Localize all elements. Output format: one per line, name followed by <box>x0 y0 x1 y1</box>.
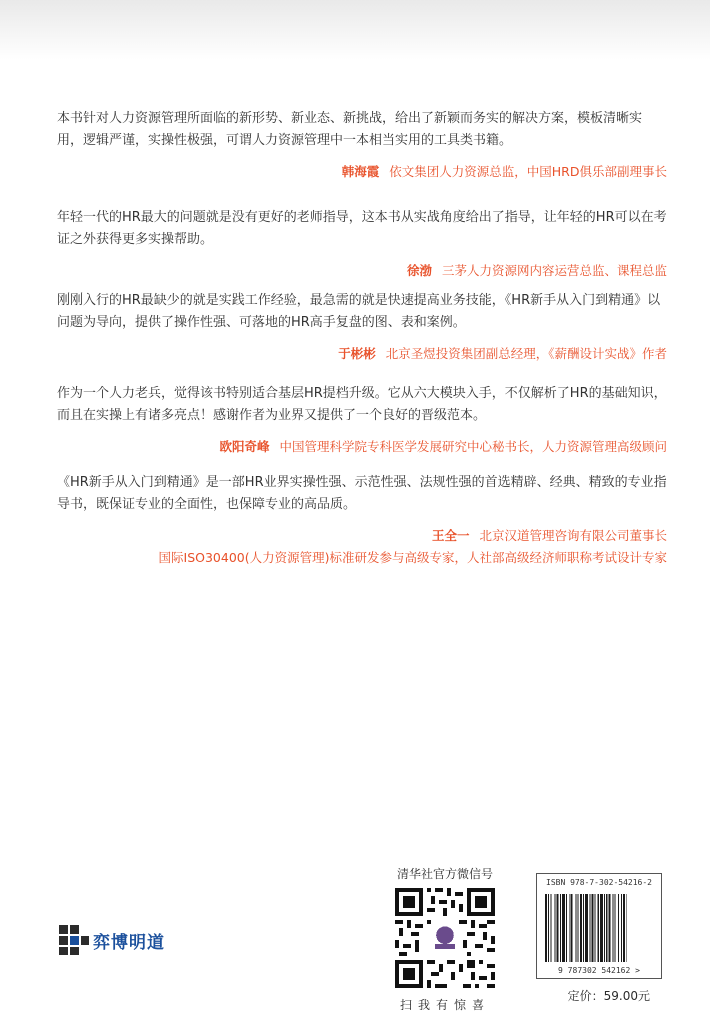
endorser-name: 韩海霞 <box>341 164 380 179</box>
qr-code-icon[interactable] <box>395 888 495 988</box>
endorsement-4 <box>57 383 667 457</box>
endorser-name: 王全一 <box>431 528 470 543</box>
endorser-title: 依文集团人力资源总监，中国HRD俱乐部副理事长 <box>389 164 667 179</box>
publisher-logo <box>59 925 165 955</box>
endorsement-attribution <box>57 437 667 457</box>
endorser-title-secondary: 国际ISO30400(人力资源管理)标准研发参与高级专家，人社部高级经济师职称考试设计专家 <box>158 550 667 565</box>
endorsement-quote: 本书针对人力资源管理所面临的新形势、新业态、新挑战，给出了新颖而务实的解决方案，模板清晰实用，逻辑严谨，实操性极强，可谓人力资源管理中一本相当实用的工具类书籍。 <box>57 111 643 148</box>
endorser-name: 于彬彬 <box>338 346 376 361</box>
qr-caption: 扫我有惊喜 <box>399 998 490 1012</box>
endorser-title: 北京汉道管理咨询有限公司董事长 <box>479 528 667 543</box>
endorsement-attribution <box>57 261 667 281</box>
isbn-barcode-block <box>536 873 662 1004</box>
top-shading <box>0 0 710 60</box>
isbn-number-top: ISBN 978-7-302-54216-2 <box>546 878 652 887</box>
endorsement-attribution <box>57 344 667 364</box>
qr-block <box>390 865 500 1013</box>
endorsement-quote: 刚刚入行的HR最缺少的就是实践工作经验，最急需的就是快速提高业务技能，《HR新手从入门到精通》以问题为导向，提供了操作性强、可落地的HR高手复盘的图、表和案例。 <box>57 293 661 330</box>
endorsement-1 <box>57 108 667 182</box>
endorser-title: 三茅人力资源网内容运营总监、课程总监 <box>441 263 667 278</box>
endorser-name: 欧阳奇峰 <box>219 439 270 454</box>
isbn-number-bottom: 9 787302 542162 > <box>558 966 640 975</box>
endorsement-2 <box>57 207 667 281</box>
endorsement-quote: 作为一个人力老兵，觉得该书特别适合基层HR提档升级。它从六大模块入手，不仅解析了HR的基础知识，而且在实操上有诸多亮点！感谢作者为业界又提供了一个良好的晋级范本。 <box>57 386 667 423</box>
qr-title: 清华社官方微信号 <box>396 867 493 881</box>
endorsement-quote: 年轻一代的HR最大的问题就是没有更好的老师指导，这本书从实战角度给出了指导，让年轻的HR可以在考证之外获得更多实操帮助。 <box>57 210 667 247</box>
logo-text: 弈博明道 <box>93 932 165 953</box>
endorser-title: 北京圣煜投资集团副总经理，《薪酬设计实战》作者 <box>385 346 667 361</box>
endorsement-5 <box>57 472 667 568</box>
price-label: 定价：59.00元 <box>567 989 650 1003</box>
endorser-title: 中国管理科学院专科医学发展研究中心秘书长，人力资源管理高级顾问 <box>279 439 667 454</box>
barcode-frame <box>536 873 662 979</box>
endorsement-quote: 《HR新手从入门到精通》是一部HR业界实操性强、示范性强、法规性强的首选精辟、经典、精致的专业指导书，既保证专业的全面性，也保障专业的高品质。 <box>57 475 667 512</box>
endorsement-attribution <box>57 526 667 546</box>
endorsement-3 <box>57 290 667 364</box>
barcode-icon <box>545 894 653 962</box>
pixel-blocks-logo-icon <box>59 925 89 955</box>
endorser-name: 徐渤 <box>406 263 432 278</box>
endorsement-attribution <box>57 162 667 182</box>
